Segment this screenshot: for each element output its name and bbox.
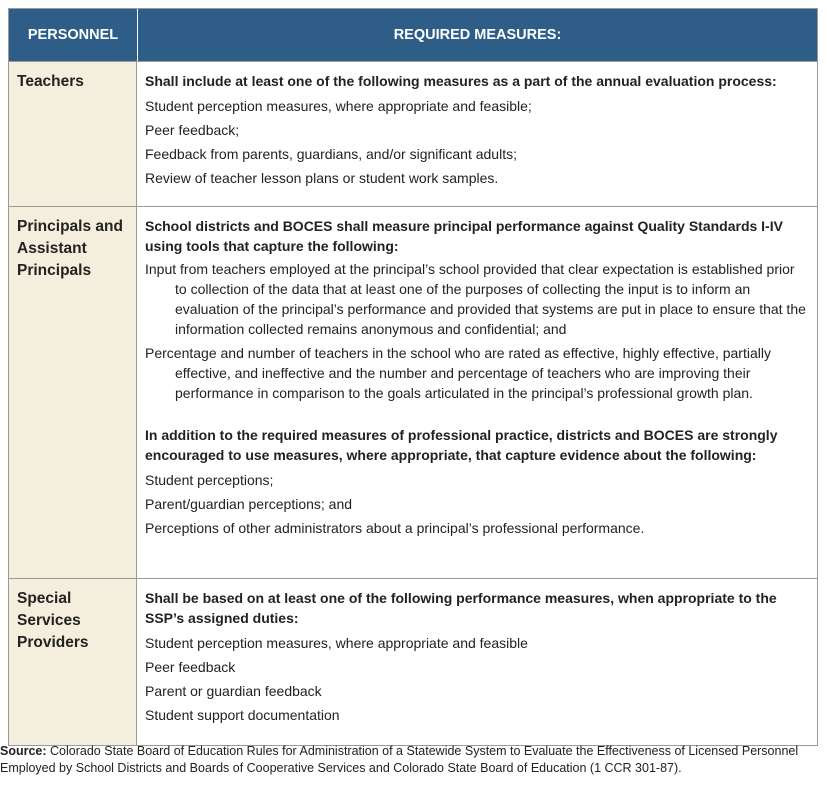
list-item: Perceptions of other administrators about a principal’s professional performance. bbox=[145, 520, 645, 536]
list-item: Student support documentation bbox=[145, 707, 340, 723]
table-header bbox=[9, 9, 817, 61]
label-line: Principals and bbox=[17, 218, 123, 235]
list-item: Percentage and number of teachers in the school who are rated as effective, highly effective, partially effective, and ineffective and the number and percentage of teachers who are improving their performance in comparison to the goals articulated in the principal’s professional growth plan. bbox=[145, 345, 771, 401]
source-text: Colorado State Board of Education Rules for Administration of a Statewide System to Evaluate the Effectiveness of Licensed Personnel Employed by School Districts and Boards of Cooperative Services and Colorado State Board of Education (1 CCR 301-87). bbox=[0, 744, 799, 775]
measures-lead: Shall be based on at least one of the following performance measures, when appropriate to the SSP’s assigned duties: bbox=[145, 590, 777, 626]
personnel-label-teachers: Teachers bbox=[9, 62, 137, 206]
measures-lead-additional: In addition to the required measures of professional practice, districts and BOCES are strongly encouraged to use measures, where appropriate, that capture evidence about the following: bbox=[145, 427, 778, 463]
list-item: Peer feedback bbox=[145, 659, 236, 675]
header-personnel: PERSONNEL bbox=[9, 9, 138, 61]
measures-cell-principals bbox=[137, 207, 817, 578]
table-row-teachers bbox=[9, 61, 817, 206]
label-line: Principals bbox=[17, 262, 92, 279]
label-line: Services bbox=[17, 612, 81, 629]
list-item: Peer feedback; bbox=[145, 122, 240, 138]
list-item: Parent/guardian perceptions; and bbox=[145, 496, 353, 512]
header-required-measures: REQUIRED MEASURES: bbox=[393, 27, 562, 43]
measures-cell-ssp bbox=[137, 579, 817, 745]
required-measures-table bbox=[8, 8, 818, 746]
list-item: Review of teacher lesson plans or student work samples. bbox=[145, 170, 499, 186]
measures-cell-teachers bbox=[137, 62, 817, 206]
list-item: Input from teachers employed at the principal’s school provided that clear expectation is established prior to collection of the data that at least one of the purposes of collecting the input is to inform an evaluation of the principal’s performance and provided that systems are put in place to ensure that the information collected remains anonymous and confidential; and bbox=[145, 261, 806, 337]
measures-lead: Shall include at least one of the following measures as a part of the annual evaluation process: bbox=[145, 73, 777, 89]
source-label: Source: bbox=[0, 744, 47, 758]
source-note bbox=[0, 743, 827, 777]
personnel-label-principals bbox=[9, 207, 137, 578]
list-item: Feedback from parents, guardians, and/or significant adults; bbox=[145, 146, 517, 162]
list-item: Student perceptions; bbox=[145, 472, 274, 488]
measures-lead: School districts and BOCES shall measure principal performance against Quality Standards I-IV using tools that capture the following: bbox=[145, 218, 783, 254]
label-line: Assistant bbox=[17, 240, 87, 257]
list-item: Student perception measures, where appropriate and feasible bbox=[145, 635, 528, 651]
table-row-principals bbox=[9, 206, 817, 578]
list-item: Student perception measures, where appropriate and feasible; bbox=[145, 98, 532, 114]
list-item: Parent or guardian feedback bbox=[145, 683, 322, 699]
label-line: Providers bbox=[17, 634, 89, 651]
personnel-label-ssp bbox=[9, 579, 137, 745]
label-line: Special bbox=[17, 590, 72, 607]
spacer bbox=[145, 407, 809, 425]
table-row-ssp bbox=[9, 578, 817, 745]
